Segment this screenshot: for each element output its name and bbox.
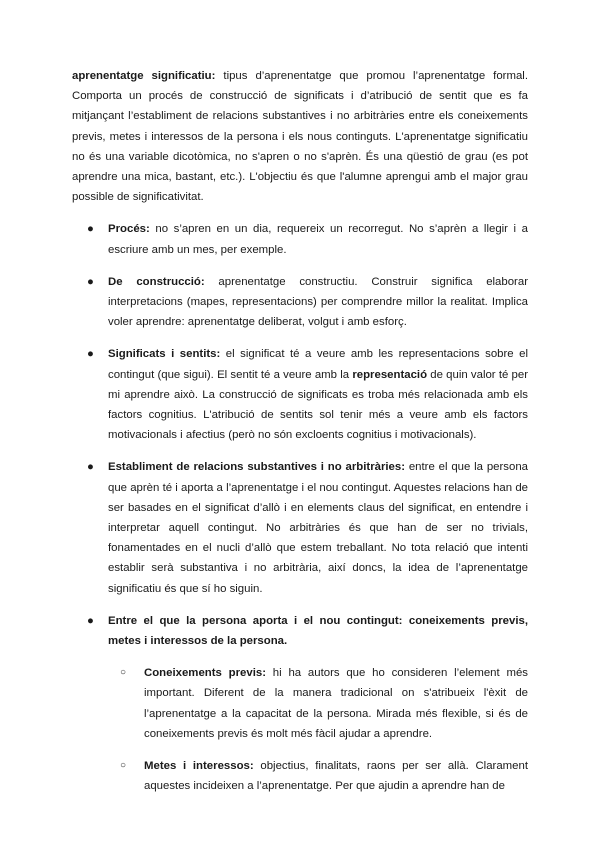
item-term: Entre el que la persona aporta i el nou contingut: coneixements previs, metes i interessos de la persona. [108, 614, 528, 648]
sub-bullet-icon: ○ [120, 667, 127, 679]
sub-list-item [108, 756, 528, 796]
intro-text: tipus d’aprenentatge que promou l’aprenentatge formal. Comporta un procés de construcció de significats i d’atribució de sentit que es fa mitjançant l’establiment de relacions substantives i no arbitràries entre els coneixements previs, metes i interessos de la persona i els nous continguts. L'aprenentatge significatiu no és una variable dicotòmica, no s'apren o no s'aprèn. És una qüestió de grau (es pot aprendre una mica, bastant, etc.). L'objectiu és que l'alumne aprengui amb el major grau possible de significativitat. [72, 70, 528, 204]
intro-paragraph [72, 66, 528, 207]
bullet-icon: ● [87, 461, 94, 474]
sub-bullet-list [108, 663, 528, 796]
sub-list-item [108, 663, 528, 744]
bullet-icon: ● [87, 223, 94, 236]
bullet-icon: ● [87, 614, 94, 627]
item-text: aprenentatge constructiu. Construir significa elaborar interpretacions (mapes, representacions) per comprendre millor la realitat. Implica voler aprendre: aprenentatge deliberat, volgut i amb esforç. [108, 275, 528, 329]
sub-bullet-icon: ○ [120, 760, 127, 772]
item-text: de quin valor té per mi aprendre això. La construcció de significats es troba més relacionada amb els factors cognitius. L'atribució de sentits sol tenir més a veure amb els factors motivacionals i afectius (però no són excloents cognitius i motivacionals). [108, 368, 529, 442]
list-item [72, 457, 528, 598]
item-text: no s’apren en un dia, requereix un recorregut. No s’aprèn a llegir i a escriure amb un mes, per exemple. [108, 223, 528, 256]
bullet-list [72, 219, 528, 796]
item-term: Establiment de relacions substantives i no arbitràries: [108, 461, 406, 474]
item-text: el significat té a veure amb les representacions sobre el contingut (que sigui). El sentit té a veure amb la [108, 348, 528, 381]
item-term: Procés: [108, 223, 150, 236]
list-item [72, 219, 528, 259]
item-bold-word: representació [352, 368, 428, 381]
sub-item-text: objectius, finalitats, raons per ser allà. Clarament aquestes incideixen a l’aprenentatge. Per que ajudin a aprendre han de [144, 760, 528, 793]
sub-item-term: Coneixements previs: [144, 667, 266, 680]
document-body [72, 66, 528, 797]
list-item [72, 344, 528, 445]
item-term: Significats i sentits: [108, 348, 221, 361]
item-text: entre el que la persona que aprèn té i aporta a l’aprenentatge i el nou contingut. Aquestes relacions han de ser basades en el significat d’allò i en elements claus del significat, en entendre i interpretar aquell contingut. No arbitràries és que han de ser no trivials, fonamentades en el nucli d’allò que estem treballant. No tota relació que intenti establir serà substantiva i no arbitrària, així doncs, la idea de l’aprenentatge significatiu és que sí ho siguin. [108, 461, 528, 595]
bullet-icon: ● [87, 275, 94, 288]
list-item [72, 611, 528, 797]
bullet-icon: ● [87, 348, 94, 361]
intro-term: aprenentatge significatiu: [72, 70, 216, 82]
item-term: De construcció: [108, 275, 205, 288]
sub-item-text: hi ha autors que ho consideren l’element més important. Diferent de la manera tradicional on s'atribueix l'èxit de l’aprenentatge a la capacitat de la persona. Mirada més flexible, si és de coneixements previs és molt més fàcil ajudar a aprendre. [144, 667, 528, 740]
list-item [72, 272, 528, 333]
sub-item-term: Metes i interessos: [144, 760, 254, 773]
